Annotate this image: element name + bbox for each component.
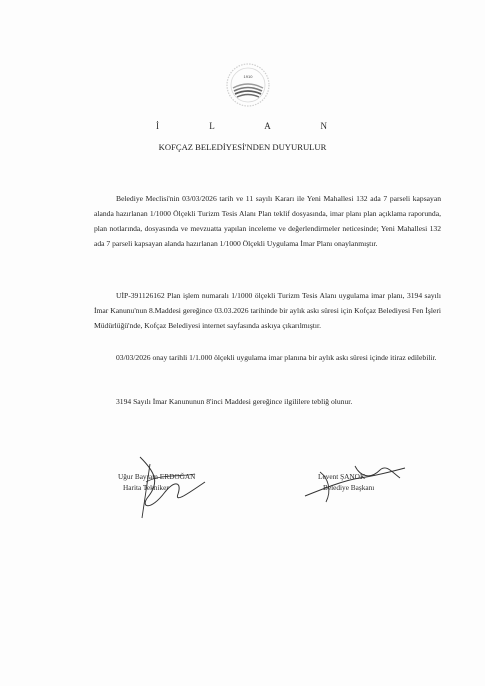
announcement-title: İ L A N <box>156 121 351 131</box>
municipality-emblem-icon <box>225 62 271 108</box>
signature-block-left <box>118 471 195 493</box>
paragraph-notification: 3194 Sayılı İmar Kanununun 8'inci Maddesi gereğince ilgililere tebliğ olunur. <box>116 397 353 406</box>
signatory-title-left: Harita Tekniker <box>123 483 169 492</box>
paragraph-plan-posting: UİP-391126162 Plan işlem numaralı 1/1000 ölçekli Turizm Tesis Alanı uygulama imar planı, 3194 sayılı İmar Kanunu'nun 8.Maddesi gereğince 03.03.2026 tarihinde bir aylık askı süresi için Kofçaz Belediyesi Fen İşleri Müdürlüğü'nde, Kofçaz Belediyesi internet sayfasında askıya çıkarılmıştır. <box>94 291 441 330</box>
signatory-name-left: Uğur Bayram ERDOĞAN <box>118 472 196 481</box>
emblem-year: 1910 <box>243 74 253 79</box>
signatory-name-right: Levent ŞANOK <box>318 472 366 481</box>
signature-block-right <box>318 471 374 493</box>
paragraph-objection: 03/03/2026 onay tarihli 1/1.000 ölçekli uygulama imar planına bir aylık askı süresi içinde itiraz edilebilir. <box>116 353 437 362</box>
announcement-subtitle: KOFÇAZ BELEDİYESİ'NDEN DUYURULUR <box>158 142 327 152</box>
signatory-title-right: Belediye Başkanı <box>323 483 375 492</box>
paragraph-decision: Belediye Meclisi'nin 03/03/2026 tarih ve 11 sayılı Kararı ile Yeni Mahallesi 132 ada 7 parseli kapsayan alanda hazırlanan 1/1000 Ölçekli Turizm Tesis Alanı Plan teklif dosyasında, imar planı plan açıklama raporunda, plan notlarında, dosyasında ve mevzuatta yapılan inceleme ve değerlendirmeler neticesinde; Yeni Mahallesi 132 ada 7 parseli kapsayan alanda hazırlanan 1/1000 Ölçekli Uygulama İmar Planı onaylanmıştır. <box>94 194 441 248</box>
